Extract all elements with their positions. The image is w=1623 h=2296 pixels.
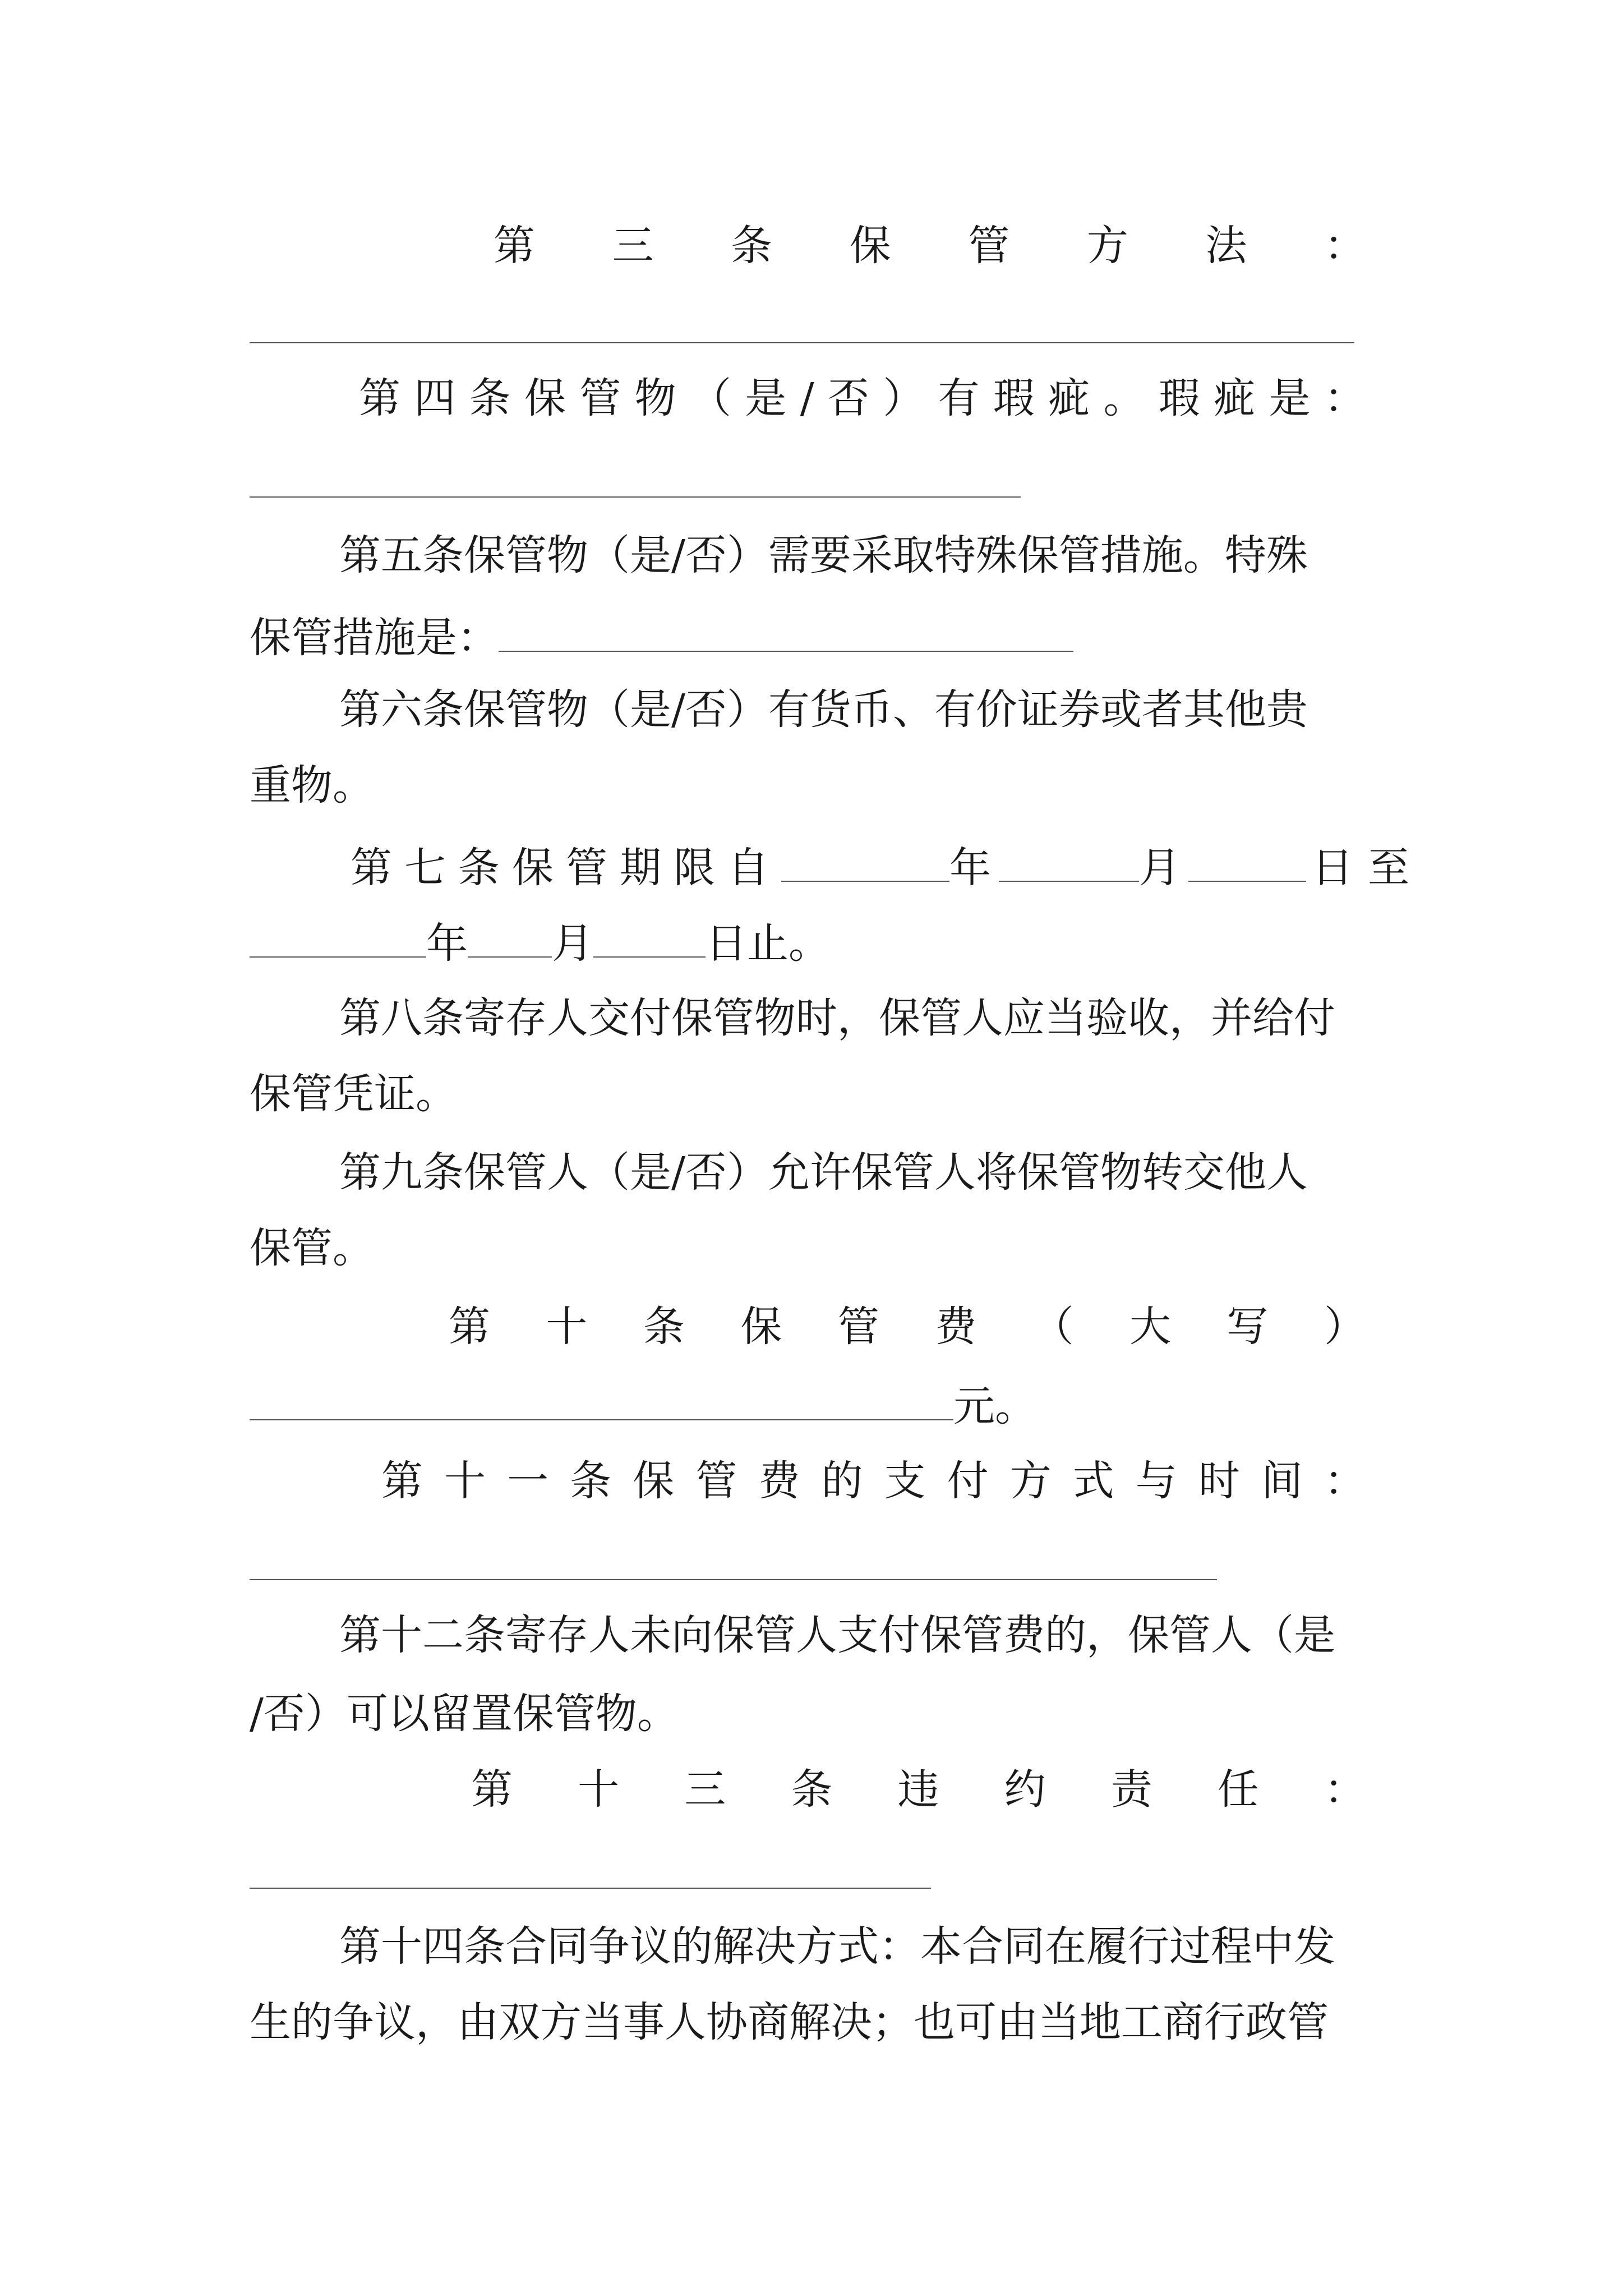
article-7-char: 条 <box>458 844 512 892</box>
article-7-end-day: 日止。 <box>706 919 830 968</box>
article-11-char: 一 <box>507 1457 549 1505</box>
article-4-char: 瑕 <box>993 374 1035 422</box>
article-10-amount-blank <box>250 1374 953 1420</box>
article-7-char: 期 <box>620 844 674 892</box>
article-7-char: 自 <box>727 844 781 892</box>
article-9-line-1 <box>339 1144 1478 1200</box>
article-4-blank-line <box>250 496 1021 498</box>
article-7-month: 月 <box>1139 844 1181 892</box>
article-10-char: 十 <box>546 1303 588 1351</box>
article-10-char: 写 <box>1227 1303 1269 1351</box>
article-13-char: 责 <box>1110 1765 1152 1814</box>
article-11-char: 的 <box>821 1457 863 1505</box>
article-7-day-blank <box>1188 836 1306 882</box>
article-10-char: 条 <box>643 1303 685 1351</box>
article-7-end-month: 月 <box>552 919 593 968</box>
article-11-char: 时 <box>1198 1457 1240 1505</box>
article-4-char: ： <box>1324 374 1366 422</box>
article-13-char: 第 <box>471 1765 513 1814</box>
article-3-char: 条 <box>731 222 773 270</box>
article-11-char: ： <box>1324 1457 1366 1505</box>
article-7-heading-chars <box>351 840 781 896</box>
article-3-char: 第 <box>494 222 535 270</box>
article-4-char: 管 <box>579 374 621 422</box>
article-13-char: ： <box>1324 1765 1366 1814</box>
article-13-char: 三 <box>684 1765 726 1814</box>
article-11-blank-line <box>250 1579 1217 1580</box>
article-14-text-1: 第十四条合同争议的解决方式：本合同在履行过程中发 <box>339 1922 1335 1971</box>
article-12-text-1: 第十二条寄存人未向保管人支付保管费的，保管人（是 <box>339 1611 1335 1659</box>
article-11-char: 十 <box>444 1457 486 1505</box>
article-11-char: 第 <box>381 1457 423 1505</box>
article-10-char: （ <box>1032 1303 1074 1351</box>
article-3-blank-line <box>250 342 1354 343</box>
article-11-char: 保 <box>633 1457 675 1505</box>
article-7-end-month-blank <box>468 912 552 958</box>
article-7-dayto-char: 日 <box>1312 844 1368 892</box>
article-5-text-2: 保管措施是： <box>250 614 499 662</box>
article-7-char: 第 <box>351 844 404 892</box>
article-13-char: 十 <box>578 1765 620 1814</box>
article-4-char: 物 <box>634 374 676 422</box>
article-10-line-2 <box>250 1374 1388 1430</box>
article-7-month-blank <box>999 836 1139 882</box>
article-4-char: 保 <box>524 374 566 422</box>
article-14-text-2: 生的争议，由双方当事人协商解决；也可由当地工商行政管 <box>250 1998 1329 2046</box>
article-8-text-2: 保管凭证。 <box>250 1070 457 1118</box>
article-3-char: 管 <box>968 222 1010 270</box>
article-4-char: 瑕 <box>1158 374 1200 422</box>
article-11-char: 条 <box>570 1457 612 1505</box>
article-7-char: 七 <box>404 844 458 892</box>
article-5-line-2 <box>250 606 1388 662</box>
article-8-line-2 <box>250 1066 1388 1122</box>
article-4-char: ） <box>883 374 925 422</box>
article-4-char: 四 <box>414 374 456 422</box>
article-4-char: 是 <box>1269 374 1311 422</box>
article-4-char: 疵 <box>1048 374 1090 422</box>
article-3-char: 三 <box>612 222 654 270</box>
article-3-char: ： <box>1324 222 1366 270</box>
article-7-char: 管 <box>566 844 620 892</box>
article-10-char: 费 <box>935 1303 977 1351</box>
article-11-char: 管 <box>695 1457 737 1505</box>
article-7-char: 限 <box>674 844 727 892</box>
article-5-text-1: 第五条保管物（是/否）需要采取特殊保管措施。特殊 <box>339 531 1308 579</box>
article-13-char: 条 <box>791 1765 833 1814</box>
article-7-char: 保 <box>512 844 566 892</box>
article-12-line-2 <box>250 1686 1388 1742</box>
article-7-year-blank <box>781 836 949 882</box>
article-13-char: 任 <box>1217 1765 1259 1814</box>
article-5-blank <box>499 606 1073 652</box>
article-4-char: 。 <box>1103 374 1145 422</box>
article-7-end-year: 年 <box>426 919 468 968</box>
article-10-yuan: 元。 <box>953 1382 1036 1430</box>
article-6-text-1: 第六条保管物（是/否）有货币、有价证券或者其他贵 <box>339 685 1308 734</box>
article-11-char: 支 <box>884 1457 926 1505</box>
article-3-char: 保 <box>849 222 891 270</box>
article-7-line-2 <box>250 912 1388 968</box>
article-7-end-year-blank <box>250 912 426 958</box>
article-11-char: 费 <box>758 1457 800 1505</box>
article-7-end-day-blank <box>593 912 706 958</box>
article-13-heading <box>471 1761 1366 1818</box>
article-11-heading <box>381 1453 1366 1509</box>
article-14-line-1 <box>339 1918 1478 1975</box>
article-7-year: 年 <box>949 844 991 892</box>
article-8-text-1: 第八条寄存人交付保管物时，保管人应当验收，并给付 <box>339 994 1335 1042</box>
article-4-char: 条 <box>469 374 511 422</box>
article-4-char: 疵 <box>1214 374 1256 422</box>
article-7-day-to <box>1312 840 1424 896</box>
article-3-heading <box>494 218 1366 274</box>
article-13-blank-line <box>250 1888 931 1889</box>
article-10-char: ） <box>1324 1303 1366 1351</box>
article-4-char: 第 <box>359 374 400 422</box>
article-9-text-1: 第九条保管人（是/否）允许保管人将保管物转交他人 <box>339 1148 1308 1197</box>
article-6-text-2: 重物。 <box>250 761 374 809</box>
article-4-char: 有 <box>938 374 980 422</box>
article-6-line-1 <box>339 682 1478 738</box>
article-11-char: 与 <box>1135 1457 1177 1505</box>
article-11-char: 付 <box>947 1457 989 1505</box>
article-9-line-2 <box>250 1220 1388 1276</box>
article-10-char: 管 <box>837 1303 879 1351</box>
article-10-char: 大 <box>1129 1303 1172 1351</box>
article-7-line-1 <box>351 836 1424 892</box>
article-4-char: （ <box>689 374 731 422</box>
article-3-char: 法 <box>1205 222 1247 270</box>
article-11-char: 间 <box>1261 1457 1303 1505</box>
article-13-char: 约 <box>1004 1765 1046 1814</box>
article-4-char: 是 <box>745 374 787 422</box>
article-4-char: / <box>800 374 814 422</box>
article-11-char: 方 <box>1009 1457 1052 1505</box>
article-3-char: 方 <box>1086 222 1128 270</box>
article-10-char: 保 <box>740 1303 782 1351</box>
article-6-line-2 <box>250 757 1388 813</box>
article-12-line-1 <box>339 1607 1478 1663</box>
article-9-text-2: 保管。 <box>250 1224 374 1272</box>
article-7-dayto-char: 至 <box>1368 844 1424 892</box>
article-11-char: 式 <box>1072 1457 1114 1505</box>
article-4-heading <box>359 370 1366 426</box>
article-5-line-1 <box>339 527 1478 583</box>
article-10-heading <box>449 1299 1366 1355</box>
article-12-text-2: /否）可以留置保管物。 <box>250 1690 679 1738</box>
article-14-line-2 <box>250 1994 1388 2050</box>
article-13-char: 违 <box>897 1765 939 1814</box>
article-10-char: 第 <box>449 1303 490 1351</box>
article-8-line-1 <box>339 990 1478 1046</box>
article-4-char: 否 <box>827 374 869 422</box>
